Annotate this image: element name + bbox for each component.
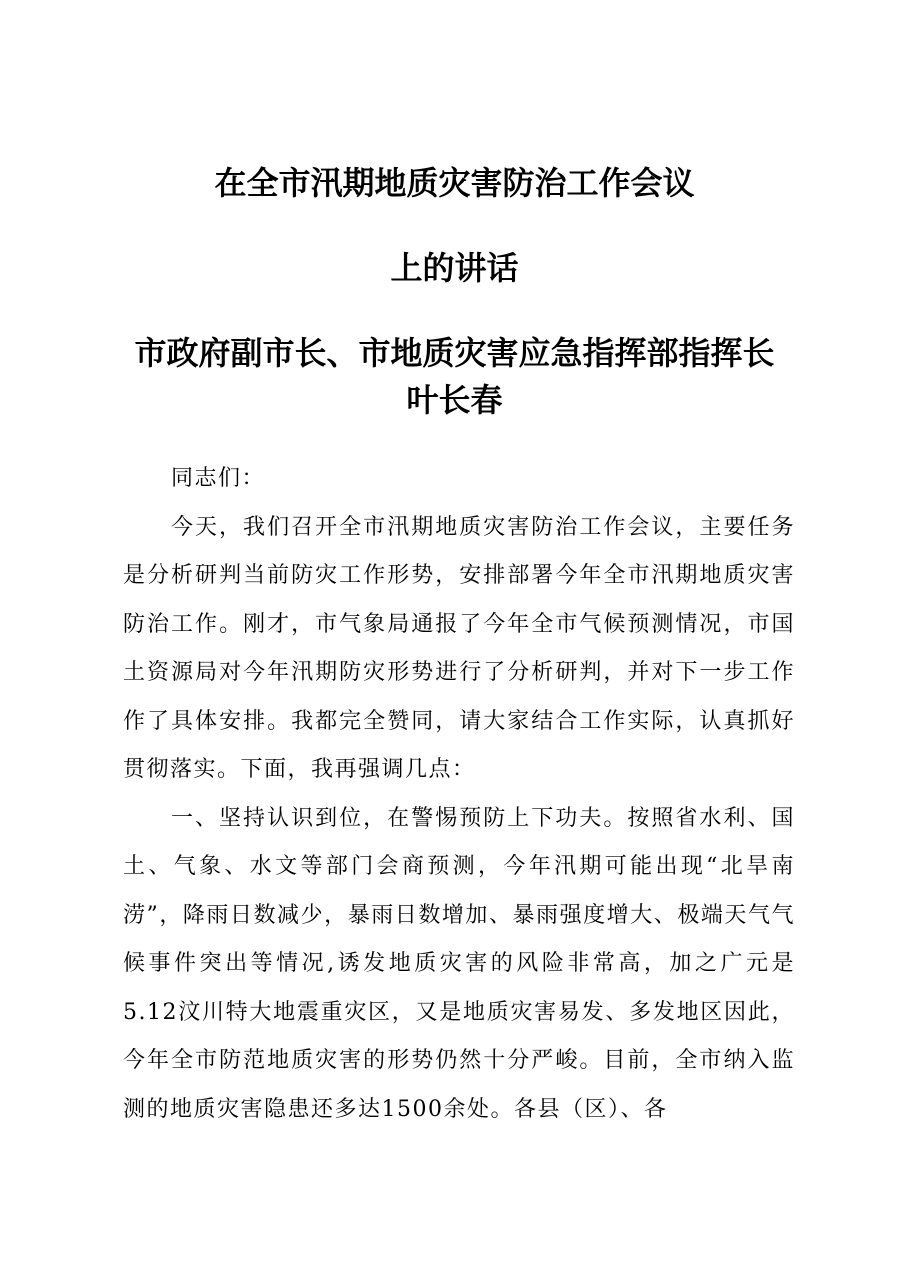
intro-paragraph: 今天，我们召开全市汛期地质灾害防治工作会议，主要任务是分析研判当前防灾工作形势，安排部署今年全市汛期地质灾害防治工作。刚才，市气象局通报了今年全市气候预测情况，市国土资源局对今年汛期防灾形势进行了分析研判，并对下一步工作作了具体安排。我都完全赞同，请大家结合工作实际，认真抓好贯彻落实。下面，我再强调几点：	[123, 514, 795, 782]
salutation-paragraph: 同志们：	[171, 466, 266, 491]
point-one-paragraph: 一、坚持认识到位，在警惕预防上下功夫。按照省水利、国土、气象、水文等部门会商预测，今年汛期可能出现“北旱南涝”，降雨日数减少，暴雨日数增加、暴雨强度增大、极端天气气候事件突出等情况,诱发地质灾害的风险非常高，加之广元是5.12汶川特大地震重灾区，又是地质灾害易发、多发地区因此，今年全市防范地质灾害的形势仍然十分严峻。目前，全市纳入监测的地质灾害隐患还多达1500余处。各县（区）、各	[123, 805, 795, 1122]
speaker-name: 叶长春	[406, 381, 503, 419]
speaker-title: 市政府副市长、市地质灾害应急指挥部指挥长	[134, 334, 775, 372]
document-title-line-1: 在全市汛期地质灾害防治工作会议	[214, 164, 695, 202]
document-title-line-2: 上的讲话	[390, 249, 519, 287]
speech-body	[123, 455, 795, 1134]
